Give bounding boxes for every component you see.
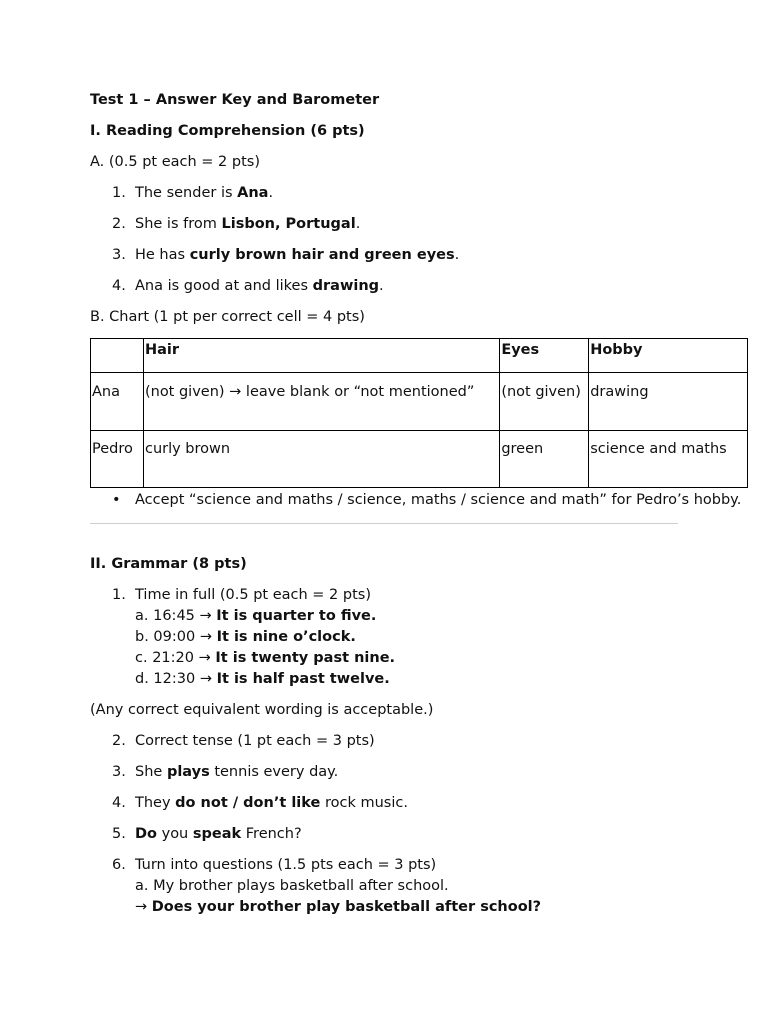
- table-header-hair: Hair: [143, 339, 499, 373]
- item-punct: .: [379, 278, 384, 294]
- answer-key-page: [90, 90, 750, 928]
- item-text: Ana is good at and likes: [135, 278, 313, 294]
- item-answer: Ana: [237, 185, 269, 201]
- table-cell: science and maths: [589, 431, 748, 488]
- table-cell: (not given): [500, 373, 589, 431]
- list-item: [90, 793, 750, 814]
- table-header-row: [91, 339, 748, 373]
- item-answer: curly brown hair and green eyes: [189, 247, 455, 263]
- table-header-hobby: Hobby: [589, 339, 748, 373]
- sub-item-prompt: a. My brother plays basketball after school.: [135, 878, 449, 894]
- sub-item: [135, 897, 750, 918]
- equivalent-wording-note: (Any correct equivalent wording is acceptable.): [90, 702, 434, 718]
- sub-item: [135, 648, 750, 669]
- item-text: She: [135, 764, 167, 780]
- item-text: Correct tense (1 pt each = 3 pts): [135, 733, 375, 749]
- item-answer: speak: [192, 826, 242, 842]
- item-number: 2.: [112, 216, 126, 232]
- item-number: 4.: [112, 795, 126, 811]
- item-text: Turn into questions (1.5 pts each = 3 pts): [135, 857, 437, 873]
- list-item: [90, 183, 750, 204]
- item-text: Time in full (0.5 pt each = 2 pts): [135, 587, 371, 603]
- sub-item-prompt: d. 12:30 →: [135, 671, 217, 687]
- list-item: [90, 214, 750, 235]
- item-punct: .: [268, 185, 274, 201]
- item-text: tennis every day.: [209, 764, 339, 780]
- part-b-label: B. Chart (1 pt per correct cell = 4 pts): [90, 309, 365, 325]
- list-item: [90, 245, 750, 266]
- chart-note: [90, 490, 750, 511]
- sub-item: [135, 669, 750, 690]
- list-item: [90, 731, 750, 752]
- item-punct: .: [454, 247, 460, 263]
- sub-item-prompt: a. 16:45 →: [135, 608, 217, 624]
- item-number: 1.: [112, 587, 126, 603]
- sub-item-answer: It is twenty past nine.: [215, 650, 396, 666]
- sub-item-answer: Does your brother play basketball after school?: [151, 899, 542, 915]
- table-header-eyes: Eyes: [500, 339, 589, 373]
- item-number: 2.: [112, 733, 126, 749]
- section-heading-reading: I. Reading Comprehension (6 pts): [90, 123, 365, 139]
- sub-item-prompt: c. 21:20 →: [135, 650, 216, 666]
- sub-item-answer: It is nine o’clock.: [216, 629, 356, 645]
- sub-item-prompt: b. 09:00 →: [135, 629, 217, 645]
- item-number: 3.: [112, 764, 126, 780]
- item-text: rock music.: [320, 795, 408, 811]
- table-row: [91, 431, 748, 488]
- item-number: 5.: [112, 826, 126, 842]
- answer-chart-table: [90, 338, 748, 488]
- item-text: you: [157, 826, 193, 842]
- table-header-cell: [91, 339, 144, 373]
- bullet-icon: •: [112, 492, 121, 508]
- table-row: [91, 373, 748, 431]
- item-text: French?: [241, 826, 302, 842]
- table-cell: drawing: [589, 373, 748, 431]
- sub-item: [135, 627, 750, 648]
- arrow-icon: →: [135, 899, 152, 915]
- item-number: 1.: [112, 185, 126, 201]
- item-answer: drawing: [312, 278, 380, 294]
- table-cell: (not given) → leave blank or “not mentioned”: [143, 373, 499, 431]
- chart-note-text: Accept “science and maths / science, maths / science and math” for Pedro’s hobby.: [135, 492, 742, 508]
- table-cell: Pedro: [91, 431, 144, 488]
- item-text: The sender is: [135, 185, 238, 201]
- item-punct: .: [355, 216, 361, 232]
- item-number: 3.: [112, 247, 126, 263]
- item-text: He has: [135, 247, 190, 263]
- item-answer: plays: [166, 764, 210, 780]
- part-a-label: A. (0.5 pt each = 2 pts): [90, 154, 260, 170]
- table-cell: Ana: [91, 373, 144, 431]
- item-text: She is from: [135, 216, 222, 232]
- item-text: They: [135, 795, 176, 811]
- list-item: [90, 762, 750, 783]
- list-item: [90, 824, 750, 845]
- item-answer: Lisbon, Portugal: [221, 216, 356, 232]
- section-divider: [90, 523, 678, 524]
- grammar-section: [90, 554, 750, 918]
- page-title: Test 1 – Answer Key and Barometer: [90, 92, 380, 108]
- list-item: [90, 585, 750, 690]
- section-heading-grammar: II. Grammar (8 pts): [90, 556, 247, 572]
- sub-item-answer: It is quarter to five.: [216, 608, 377, 624]
- table-cell: curly brown: [143, 431, 499, 488]
- sub-item-answer: It is half past twelve.: [216, 671, 390, 687]
- item-number: 4.: [112, 278, 126, 294]
- list-item: [90, 855, 750, 918]
- table-cell: green: [500, 431, 589, 488]
- sub-item: [135, 606, 750, 627]
- list-item: [90, 276, 750, 297]
- item-answer: do not / don’t like: [175, 795, 321, 811]
- item-number: 6.: [112, 857, 126, 873]
- item-answer: Do: [135, 826, 157, 842]
